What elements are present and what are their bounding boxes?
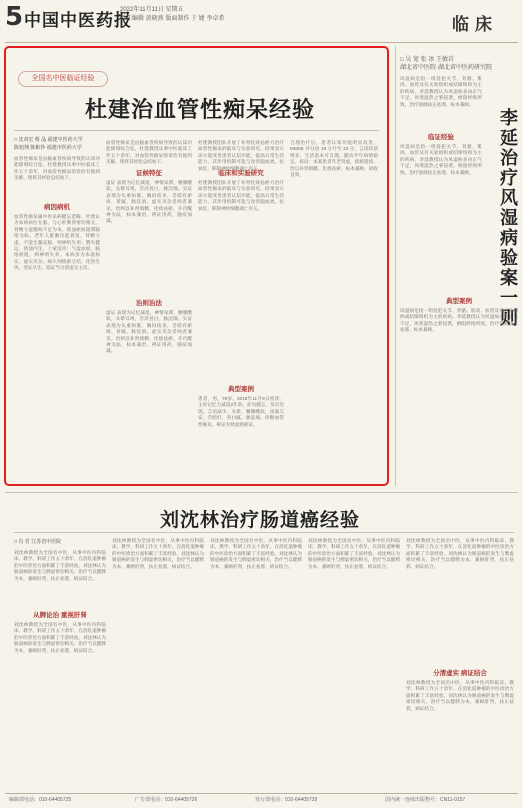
side-text-2: 风湿病是指一组侵犯关节、骨骼、肌肉、血管及有关软组织或结缔组织为主的疾病。李延教授认为风湿病多由正气不足，风寒湿热之邪侵袭，痹阻经络所致。治疗强调扶正祛邪，标本兼顾。 (400, 308, 518, 333)
side-headline[interactable]: 李延治疗风湿病验案一则 (497, 108, 518, 328)
column-4-text: 合理治疗后，患者认知功能明显改善，MMSE 评分由 18 分升至 23 分，言语较前增多，生活基本可自理。随访半年病情稳定。按语：本案患者年老肾虚，痰瘀阻络，治以补肾填精、化痰祛瘀，标本兼顾，故收良效。 (290, 140, 378, 178)
footer-ad: 广告部电话：010-64405726 (135, 797, 198, 803)
column-2-text-b: 虚证 表现为记忆减退，神情呆滞，腰膝酸软，头晕耳鸣，舌淡苔白，脉沉细。实证 表现为头重如裹，胸闷痰多，舌暗有瘀斑，苔腻，脉弦滑。虚实夹杂者两者兼见。治则以补肾填精、化痰祛瘀、开窍醒神为法，标本兼治，辨证用药，随症加减。 (106, 310, 192, 354)
bottom-col-5b: 刘沈林教授为全国名中医，从事中医内科临床、教学、科研工作五十余年，在消化道肿瘤的中医诊治方面积累了丰富经验。刘沈林认为肠道癌的发生与脾虚密切相关，治疗当以健脾为本，兼顾肝肾，扶正祛邪，病证结合。 (406, 680, 514, 711)
side-intro: 风湿病是指一组侵犯关节、骨骼、肌肉、血管及有关软组织或结缔组织为主的疾病。李延教授认为风湿病多由正气不足，风寒湿热之邪侵袭，痹阻经络所致。治疗强调扶正祛邪，标本兼顾。 (400, 76, 482, 107)
newspaper-logo: 中国中医药报 (24, 11, 132, 31)
bottom-col-5a: 刘沈林教授为全国名中医，从事中医内科临床、教学、科研工作五十余年，在消化道肿瘤的中医诊治方面积累了丰富经验。刘沈林认为肠道癌的发生与脾虚密切相关，治疗当以健脾为本，兼顾肝肾，扶正祛邪，病证结合。 (406, 538, 514, 569)
editors: 责任编辑 黄晓燕 版面制作 于 婕 李卓希 (120, 16, 225, 22)
side-author: □ 吴 宽 张 冰 王敏岩 (400, 57, 454, 63)
column-banner: 全国名中医临证经验 (18, 71, 108, 87)
side-byline (400, 56, 518, 72)
subhead-research: 临床和实验研究 (218, 170, 264, 177)
subhead-pathogenesis: 病因病机 (44, 204, 70, 211)
footer-distribution: 发行部电话：010-64405729 (255, 797, 318, 803)
subhead-syndrome: 证候特征 (136, 170, 162, 177)
byline-line: 陈旭翔 陈彬钞 福建中医药大学 (14, 145, 82, 151)
bottom-col-3: 刘沈林教授为全国名中医，从事中医内科临床、教学、科研工作五十余年，在消化道肿瘤的中医诊治方面积累了丰富经验。刘沈林认为肠道癌的发生与脾虚密切相关，治疗当以健脾为本，兼顾肝肾，扶正祛邪，病证结合。 (210, 538, 302, 569)
bottom-subhead-syndrome: 分清虚实 病证结合 (433, 670, 487, 677)
side-subhead-experience: 临证经验 (428, 134, 454, 141)
subhead-case: 典型案例 (228, 386, 254, 393)
section-divider (5, 492, 518, 493)
side-affiliation: 湖北省中医院·湖北省中医药研究院 (400, 65, 492, 71)
issue-date: 2022年11月11日 星期五 (120, 7, 184, 13)
column-3-top: 杜建教授团队开展了补肾化痰祛瘀方治疗血管性痴呆的临床与实验研究，结果显示该方能改善患者认知功能，提高日常生活能力，其作用机制可能与改善脑血流、抗氧化、抑制神经细胞凋亡有关。 (198, 140, 284, 171)
bottom-col-4: 刘沈林教授为全国名中医，从事中医内科临床、教学、科研工作五十余年，在消化道肿瘤的中医诊治方面积累了丰富经验。刘沈林认为肠道癌的发生与脾虚密切相关，治疗当以健脾为本，兼顾肝肾，扶正祛邪，病证结合。 (308, 538, 400, 569)
column-3-text: 杜建教授团队开展了补肾化痰祛瘀方治疗血管性痴呆的临床与实验研究，结果显示该方能改善患者认知功能，提高日常生活能力，其作用机制可能与改善脑血流、抗氧化、抑制神经细胞凋亡有关。 (198, 180, 284, 211)
subhead-treatment: 治则治法 (136, 300, 162, 307)
column-2-top: 血管性痴呆是由脑血管疾病导致的认知功能障碍综合征，杜建教授从事中医临床工作五十余年，对血管性痴呆的诊治有独到见解，现将其经验总结如下。 (106, 140, 192, 165)
issue-meta (120, 6, 280, 24)
bottom-headline[interactable]: 刘沈林治疗肠道癌经验 (159, 509, 360, 531)
bottom-intro: 刘沈林教授为全国名中医，从事中医内科临床、教学、科研工作五十余年，在消化道肿瘤的中医诊治方面积累了丰富经验。刘沈林认为肠道癌的发生与脾虚密切相关，治疗当以健脾为本，兼顾肝肾，扶正祛邪，病证结合。 (14, 550, 106, 581)
bottom-col-1: 刘沈林教授为全国名中医，从事中医内科临床、教学、科研工作五十余年，在消化道肿瘤的中医诊治方面积累了丰富经验。刘沈林认为肠道癌的发生与脾虚密切相关，治疗当以健脾为本，兼顾肝肾，扶正祛邪，病证结合。 (14, 622, 106, 653)
page-number: 5 (5, 2, 24, 32)
side-text-1: 风湿病是指一组侵犯关节、骨骼、肌肉、血管及有关软组织或结缔组织为主的疾病。李延教授认为风湿病多由正气不足，风寒湿热之邪侵袭，痹阻经络所致。治疗强调扶正祛邪，标本兼顾。 (400, 144, 482, 175)
main-intro: 血管性痴呆是由脑血管疾病导致的认知功能障碍综合征，杜建教授从事中医临床工作五十余年，对血管性痴呆的诊治有独到见解，现将其经验总结如下。 (14, 156, 100, 181)
side-subhead-case: 典型案例 (446, 298, 472, 305)
section-name: 临床 (452, 15, 498, 35)
divider (14, 532, 514, 533)
highlight-box (4, 46, 389, 486)
column-divider (395, 46, 396, 486)
page-footer (5, 793, 518, 806)
column-2-text: 虚证 表现为记忆减退，神情呆滞，腰膝酸软，头晕耳鸣，舌淡苔白，脉沉细。实证 表现为头重如裹，胸闷痰多，舌暗有瘀斑，苔腻，脉弦滑。虚实夹杂者两者兼见。治则以补肾填精、化痰祛瘀、开窍醒神为法，标本兼治，辨证用药，随症加减。 (106, 180, 192, 224)
byline-line: □ 沈双宏 蔡 晶 福建中医药大学 (14, 137, 83, 143)
case-text: 患者，男，78岁，2018年11月9日初诊。主诉记忆力减退2年余。症见健忘，反应迟钝，言语减少，头晕，腰膝酸软，夜寐欠安，舌暗红，苔白腻，脉弦细。诊断血管性痴呆，辨证为肾虚痰瘀证。 (198, 396, 284, 427)
bottom-col-2: 刘沈林教授为全国名中医，从事中医内科临床、教学、科研工作五十余年，在消化道肿瘤的中医诊治方面积累了丰富经验。刘沈林认为肠道癌的发生与脾虚密切相关，治疗当以健脾为本，兼顾肝肾，扶正祛邪，病证结合。 (112, 538, 204, 569)
column-1-text: 血管性痴呆属中医呆病健忘范畴。杜建认为本病病位在脑，与心肝脾肾密切相关。肾精亏虚髓海不足为本，痰浊瘀血阻滞脑络为标。老年人脏腑功能衰退，肾精亏虚，不能生髓充脑，则神机失用；脾失健运，痰浊内生，上蒙清窍；气虚血瘀，脑络瘀阻，则神明失养。本病多为本虚标实，虚实夹杂。病久则痰瘀互结，化热生风，变证丛生。临证当分清虚实主次。 (14, 214, 100, 271)
footer-editorial: 编辑部电话：010-64405725 (9, 797, 72, 803)
footer-issn: 国内统一连续出版物号：CN11-0157 (385, 797, 466, 803)
main-headline[interactable]: 杜建治血管性痴呆经验 (84, 97, 315, 123)
bottom-byline: □ 肖 君 江苏省中医院 (14, 539, 62, 545)
bottom-subhead-spleen: 从脾论治 重视肝肾 (33, 612, 87, 619)
